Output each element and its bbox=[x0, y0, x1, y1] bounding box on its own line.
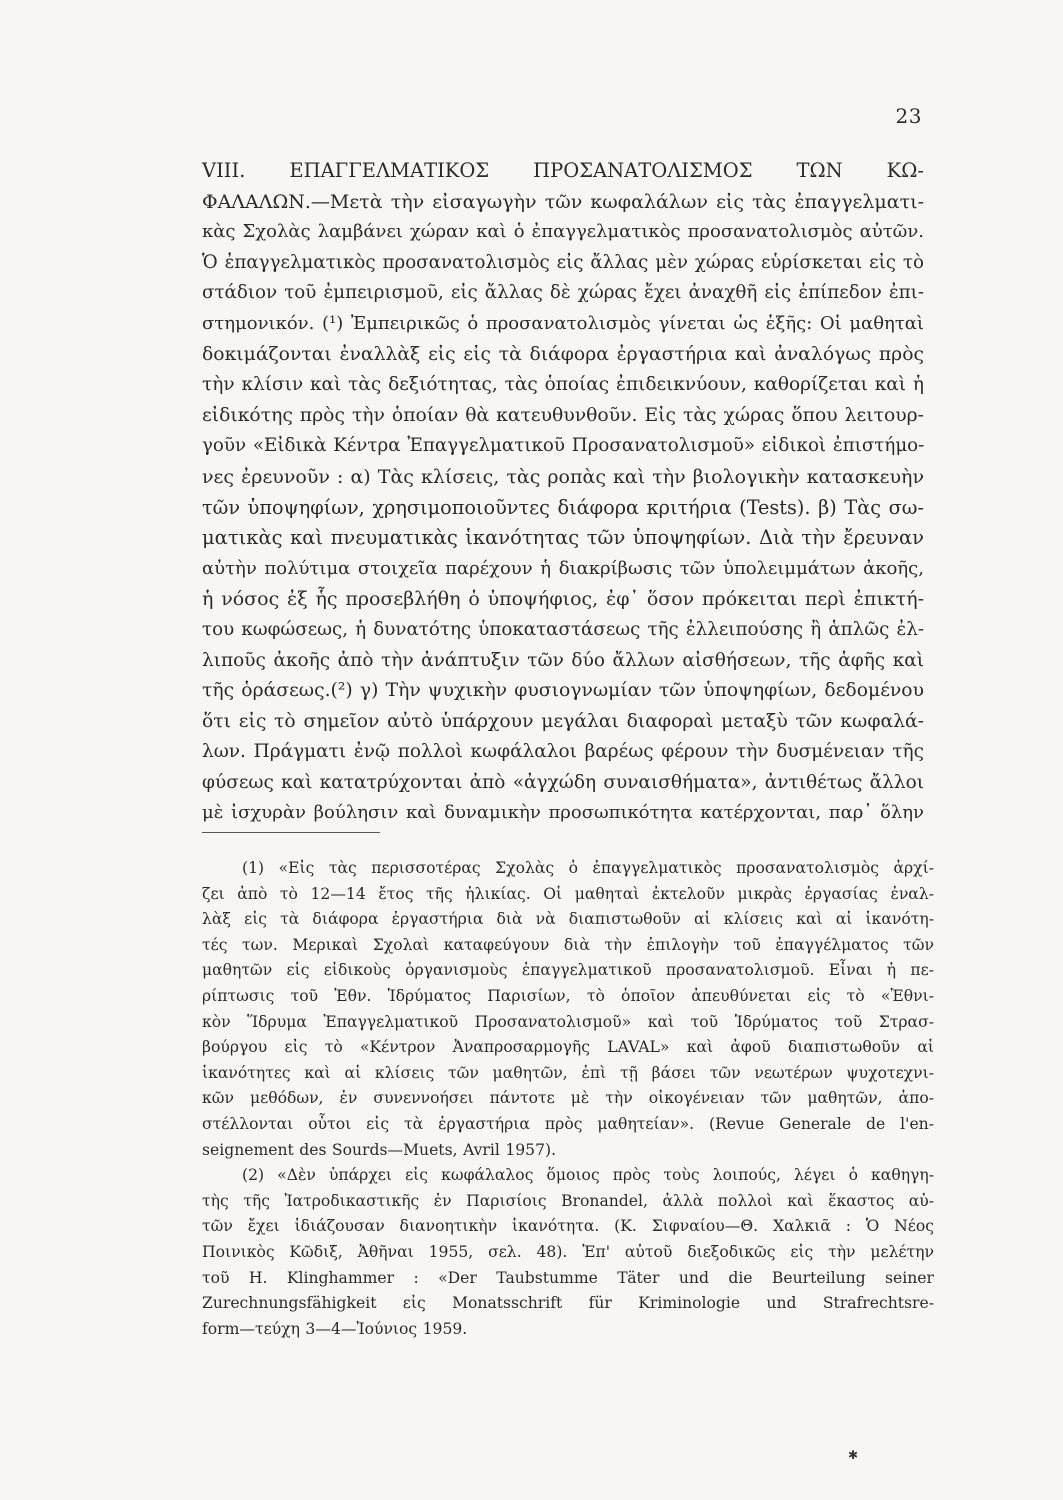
page-number: 23 bbox=[895, 104, 922, 128]
main-line: λιποῦς ἀκοῆς ἀπὸ τὴν ἀνάπτυξιν τῶν δύο ἄλλων αἰσθήσεων, τῆς ἁφῆς καὶ bbox=[202, 649, 924, 671]
main-line: γοῦν «Εἰδικὰ Κέντρα Ἐπαγγελματικοῦ Προσανατολισμοῦ» εἰδικοὶ ἐπιστήμο- bbox=[202, 435, 925, 457]
main-line: στημονικόν. (¹) Ἐμπειρικῶς ὁ προσανατολισμὸς γίνεται ὡς ἑξῆς: Οἱ μαθηταὶ bbox=[202, 312, 924, 334]
footnote-line: Zurechnungsfähigkeit εἰς Monatsschrift für Kriminologie und Strafrechtsre- bbox=[202, 1294, 934, 1313]
footnote-line: τὴς τῆς Ἰατροδικαστικῆς ἐν Παρισίοις Bronandel, ἀλλὰ πολλοὶ καὶ ἕκαστος αὐ- bbox=[202, 1191, 934, 1210]
footnotes bbox=[202, 856, 934, 1342]
footnote-line: form—τεύχη 3—4—Ἰούνιος 1959. bbox=[202, 1319, 468, 1338]
footnote-line: Ποινικὸς Κῶδιξ, Ἀθῆναι 1955, σελ. 48). Ἐπ' αὐτοῦ διεξοδικῶς εἰς τὴν μελέτην bbox=[202, 1242, 934, 1261]
main-line: κὰς Σχολὰς λαμβάνει χώραν καὶ ὁ ἐπαγγελματικὸς προσανατολισμὸς αὐτῶν. bbox=[202, 221, 924, 243]
footnote-line: κὸν Ἵδρυμα Ἐπαγγελματικοῦ Προσανατολισμοῦ» καὶ τοῦ Ἱδρύματος τοῦ Στρασ- bbox=[202, 1012, 934, 1031]
main-line: δοκιμάζονται ἐναλλὰξ εἰς εἰς τὰ διάφορα ἐργαστήρια καὶ ἀναλόγως πρὸς bbox=[202, 343, 924, 365]
main-line: τῶν ὑποψηφίων, χρησιμοποιοῦντες διάφορα κριτήρια (Tests). β) Τὰς σω- bbox=[202, 495, 924, 519]
main-line: του κωφώσεως, ἡ δυνατότης ὑποκαταστάσεως τῆς ἐλλειπούσης ἢ ἁπλῶς ἐλ- bbox=[202, 618, 924, 640]
footnote-line: κῶν μεθόδων, ἐν συνεννοήσει πάντοτε μὲ τὴν οἰκογένειαν τῶν μαθητῶν, ἀπο- bbox=[202, 1089, 934, 1108]
footnote-line: seignement des Sourds—Muets, Avril 1957). bbox=[202, 1140, 557, 1159]
footnote-line: ζει ἀπὸ τὸ 12—14 ἔτος τῆς ἡλικίας. Οἱ μαθηταὶ ἐκτελοῦν μικρὰς ἐργασίας ἐναλ- bbox=[202, 884, 934, 903]
footnote-line: τοῦ H. Klinghammer : «Der Taubstumme Täter und die Beurteilung seiner bbox=[202, 1268, 934, 1287]
footnote-line: τῶν ἔχει ἰδιάζουσαν διανοητικὴν ἱκανότητα. (Κ. Σιφναίου—Θ. Χαλκιᾶ : Ὁ Νέος bbox=[202, 1217, 934, 1236]
footnote-line: τές των. Μερικαὶ Σχολαὶ καταφεύγουν διὰ τὴν ἐπιλογὴν τοῦ ἐπαγγέλματος τῶν bbox=[202, 935, 934, 954]
footnote-line: λὰξ εἰς τὰ διάφορα ἐργαστήρια διὰ νὰ διαπιστωθοῦν αἱ κλίσεις καὶ αἱ ἱκανότη- bbox=[202, 910, 934, 929]
main-line: τὴν κλίσιν καὶ τὰς δεξιότητας, τὰς ὁποίας ἐπιδεικνύουν, καθορίζεται καὶ ἡ bbox=[202, 374, 924, 396]
main-line: λων. Πράγματι ἐνῷ πολλοὶ κωφάλαλοι βαρέως φέρουν τὴν δυσμένειαν τῆς bbox=[202, 741, 924, 763]
main-line: τῆς ὁράσεως.(²) γ) Τὴν ψυχικὴν φυσιογνωμίαν τῶν ὑποψηφίων, δεδομένου bbox=[202, 680, 924, 702]
main-line: Ὁ ἐπαγγελματικὸς προσανατολισμὸς εἰς ἄλλας μὲν χώρας εὑρίσκεται εἰς τὸ bbox=[202, 251, 924, 273]
main-line: μὲ ἰσχυρὰν βούλησιν καὶ δυναμικὴν προσωπικότητα κατέρχονται, παρ᾽ ὅλην bbox=[202, 802, 924, 824]
main-line: ὅτι εἰς τὸ σημεῖον αὐτὸ ὑπάρχουν μεγάλαι διαφοραὶ μεταξὺ τῶν κωφαλά- bbox=[202, 710, 924, 732]
footnote-line: στέλλονται οὗτοι εἰς τὰ ἐργαστήρια πρὸς μαθητείαν». (Revue Generale de l'en- bbox=[202, 1114, 934, 1133]
footnote-divider bbox=[202, 832, 380, 833]
footnote-line: (2) «Δὲν ὑπάρχει εἰς κωφάλαλος ὅμοιος πρὸς τοὺς λοιπούς, λέγει ὁ καθηγη- bbox=[242, 1166, 934, 1185]
footnote-line: ἱκανότητες καὶ αἱ κλίσεις τῶν μαθητῶν, ἐπὶ τῇ βάσει τῶν νεωτέρων ψυχοτεχνι- bbox=[202, 1063, 934, 1082]
main-line: ΦΑΛΑΛΩΝ.—Μετὰ τὴν εἰσαγωγὴν τῶν κωφαλάλων εἰς τὰς ἐπαγγελματι- bbox=[202, 190, 924, 213]
ink-speck-icon: ✱ bbox=[848, 1448, 859, 1462]
main-line: VIII. ΕΠΑΓΓΕΛΜΑΤΙΚΟΣ ΠΡΟΣΑΝΑΤΟΛΙΣΜΟΣ ΤΩΝ ΚΩ- bbox=[202, 159, 924, 182]
main-line: στάδιον τοῦ ἐμπειρισμοῦ, εἰς ἄλλας δὲ χώρας ἔχει ἀναχθῆ εἰς ἐπίπεδον ἐπι- bbox=[202, 282, 924, 304]
main-line: ματικὰς καὶ πνευματικὰς ἱκανότητας τῶν ὑποψηφίων. Διὰ τὴν ἔρευναν bbox=[202, 526, 924, 550]
footnote-line: βούργου εἰς τὸ «Κέντρον Ἀναπροσαρμογῆς LAVAL» καὶ ἀφοῦ διαπιστωθοῦν αἱ bbox=[202, 1038, 934, 1057]
footnote-line: (1) «Εἰς τὰς περισσοτέρας Σχολὰς ὁ ἐπαγγελματικὸς προσανατολισμὸς ἀρχί- bbox=[242, 859, 934, 877]
footnote-line: μαθητῶν εἰς εἰδικοὺς ὀργανισμοὺς ἐπαγγελματικοῦ προσανατολισμοῦ. Εἶναι ἡ πε- bbox=[202, 961, 934, 980]
main-line: φύσεως καὶ κατατρύχονται ἀπὸ «ἀγχώδη συναισθήματα», ἀντιθέτως ἄλλοι bbox=[202, 771, 924, 793]
footnote-line: ρίπτωσις τοῦ Ἐθν. Ἱδρύματος Παρισίων, τὸ ὁποῖον ἀπευθύνεται εἰς τὸ «Ἐθνι- bbox=[202, 986, 934, 1005]
main-line: αὐτὴν πολύτιμα στοιχεῖα παρέχουν ἡ διακρίβωσις τῶν ὑπολειμμάτων ἀκοῆς, bbox=[202, 557, 924, 579]
main-line: εἰδικότης πρὸς τὴν ὁποίαν θὰ κατευθυνθοῦν. Εἰς τὰς χώρας ὅπου λειτουρ- bbox=[202, 404, 924, 426]
main-line: ἡ νόσος ἐξ ἧς προσεβλήθη ὁ ὑποψήφιος, ἐφ᾽ ὅσον πρόκειται περὶ ἐπικτή- bbox=[202, 588, 924, 611]
main-line: νες ἐρευνοῦν : α) Τὰς κλίσεις, τὰς ροπὰς καὶ τὴν βιολογικὴν κατασκευὴν bbox=[202, 465, 924, 488]
main-text bbox=[202, 156, 924, 829]
